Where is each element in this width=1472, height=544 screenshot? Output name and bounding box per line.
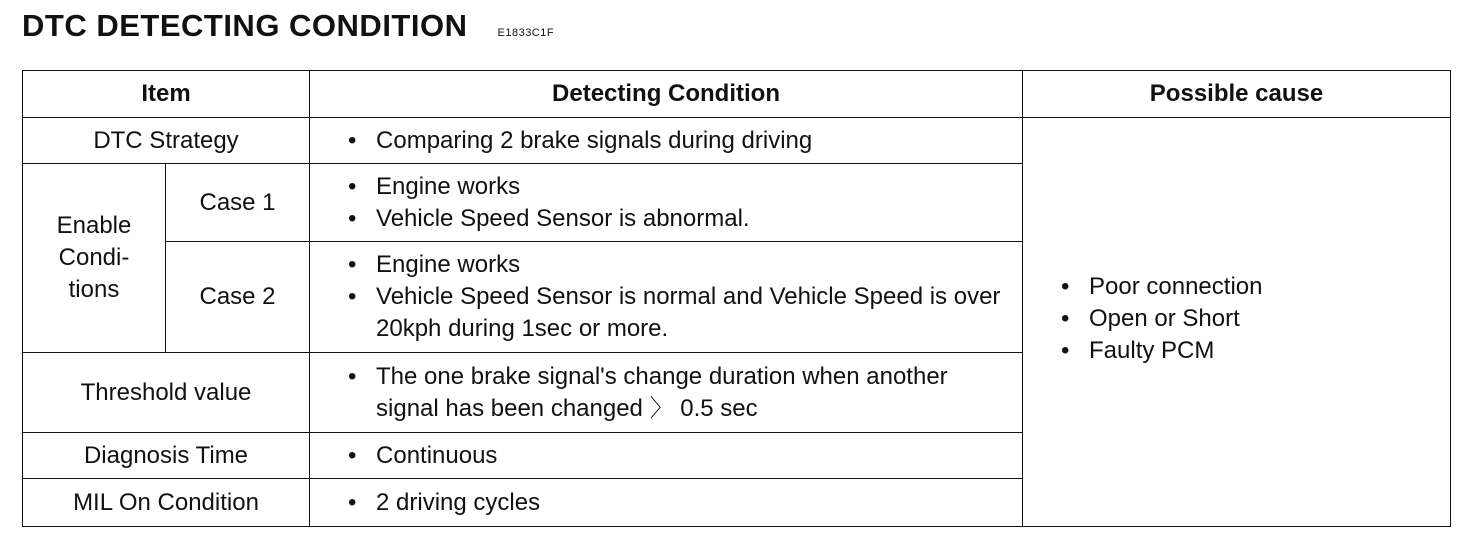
condition-cell-case2 (310, 242, 1023, 353)
item-label-mil: MIL On Condition (23, 479, 310, 527)
list-item: • Engine works (348, 171, 1012, 203)
list-item: • Vehicle Speed Sensor is abnormal. (348, 203, 1012, 235)
column-header-condition: Detecting Condition (310, 71, 1023, 118)
page-header (22, 8, 554, 48)
cause-list (1061, 271, 1450, 367)
condition-cell-diagnosis (310, 433, 1023, 479)
dtc-condition-table (22, 70, 1451, 527)
list-item: • The one brake signal's change duration when another signal has been changed 〉 0.5 sec (348, 361, 1012, 425)
list-item: • Engine works (348, 249, 1012, 281)
enable-label-line: Condi- (58, 244, 130, 271)
list-item: • Faulty PCM (1061, 335, 1450, 367)
condition-list (348, 249, 1012, 345)
table-row-strategy (23, 118, 1451, 164)
possible-cause-cell (1023, 118, 1451, 527)
item-label-strategy: DTC Strategy (23, 118, 310, 164)
column-header-item: Item (23, 71, 310, 118)
condition-list (348, 440, 1012, 472)
condition-list (348, 171, 1012, 235)
list-item: • Poor connection (1061, 271, 1450, 303)
condition-list (348, 487, 1012, 519)
condition-list (348, 125, 1012, 157)
condition-cell-strategy (310, 118, 1023, 164)
list-item: • Open or Short (1061, 303, 1450, 335)
list-item: • Vehicle Speed Sensor is normal and Vehicle Speed is over 20kph during 1sec or more. (348, 281, 1012, 345)
item-label-case1: Case 1 (166, 164, 310, 242)
page-title: DTC DETECTING CONDITION (22, 8, 468, 43)
item-label-threshold: Threshold value (23, 353, 310, 433)
list-item: • Continuous (348, 440, 1012, 472)
enable-label-line: tions (68, 276, 120, 303)
item-label-case2: Case 2 (166, 242, 310, 353)
item-label-enable (23, 164, 166, 353)
condition-cell-threshold (310, 353, 1023, 433)
condition-cell-case1 (310, 164, 1023, 242)
condition-list (348, 361, 1012, 425)
list-item: • 2 driving cycles (348, 487, 1012, 519)
condition-cell-mil (310, 479, 1023, 527)
column-header-cause: Possible cause (1023, 71, 1451, 118)
list-item: • Comparing 2 brake signals during driving (348, 125, 1012, 157)
document-code: E1833C1F (497, 27, 555, 39)
enable-label-line: Enable (56, 212, 132, 239)
item-label-diagnosis: Diagnosis Time (23, 433, 310, 479)
table-header-row (23, 71, 1451, 118)
